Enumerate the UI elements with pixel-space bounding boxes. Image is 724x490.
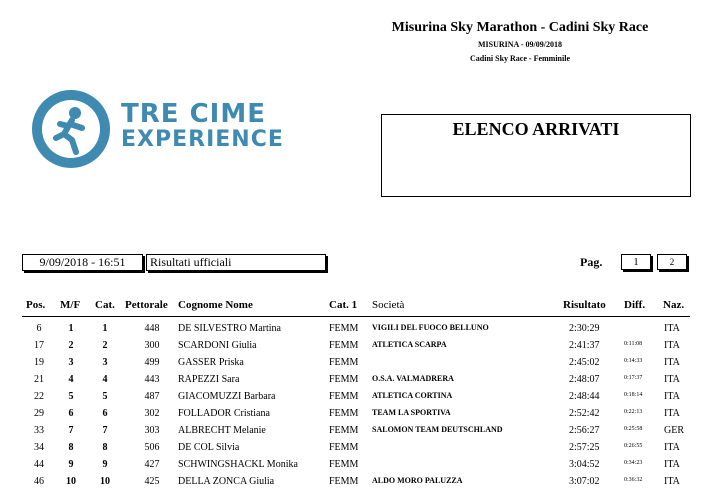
cell-pos: 21 — [34, 374, 44, 385]
cell-result: 3:07:02 — [569, 476, 600, 487]
cell-diff: 0:36:32 — [624, 477, 643, 483]
cell-cat: 5 — [102, 391, 108, 402]
cell-name: SCHWINGSHACKL Monika — [178, 459, 298, 470]
cell-name: FOLLADOR Cristiana — [178, 408, 270, 419]
cell-cat: 10 — [100, 476, 110, 487]
col-header-pos: Pos. — [26, 299, 46, 311]
event-subtitle-race: Cadini Sky Race - Femminile — [470, 54, 570, 63]
col-header-diff: Diff. — [624, 299, 646, 311]
col-header-name: Cognome Nome — [178, 299, 253, 311]
cell-nat: ITA — [664, 391, 680, 402]
cell-cat: 4 — [102, 374, 108, 385]
cell-result: 2:30:29 — [569, 323, 600, 334]
cell-result: 2:48:07 — [569, 374, 600, 385]
cell-pos: 29 — [34, 408, 44, 419]
cell-club: ATLETICA SCARPA — [372, 340, 447, 349]
cell-result: 3:04:52 — [569, 459, 600, 470]
cell-mf: 2 — [68, 340, 74, 351]
cell-cat: 9 — [102, 459, 108, 470]
cell-mf: 10 — [66, 476, 76, 487]
cell-mf: 7 — [68, 425, 74, 436]
cell-cat1: FEMM — [329, 425, 359, 436]
cell-cat: 7 — [102, 425, 108, 436]
cell-cat: 1 — [102, 323, 108, 334]
runner-icon — [42, 100, 100, 158]
cell-nat: ITA — [664, 408, 680, 419]
cell-cat: 8 — [102, 442, 108, 453]
table-row — [0, 388, 724, 405]
cell-nat: ITA — [664, 476, 680, 487]
cell-diff: 0:18:14 — [624, 392, 643, 398]
cell-diff: 0:14:33 — [624, 358, 643, 364]
cell-diff: 0:34:23 — [624, 460, 643, 466]
page-label: Pag. — [580, 255, 603, 269]
col-header-cat: Cat. — [95, 299, 115, 311]
logo-text-experience: EXPERIENCE — [121, 127, 284, 152]
cell-result: 2:56:27 — [569, 425, 600, 436]
cell-mf: 5 — [68, 391, 74, 402]
cell-nat: ITA — [664, 340, 680, 351]
table-row — [0, 405, 724, 422]
cell-cat1: FEMM — [329, 323, 359, 334]
cell-result: 2:48:44 — [569, 391, 600, 402]
table-row — [0, 354, 724, 371]
cell-nat: GER — [664, 425, 684, 436]
cell-cat1: FEMM — [329, 408, 359, 419]
cell-result: 2:52:42 — [569, 408, 600, 419]
col-header-bib: Pettorale — [125, 299, 168, 311]
cell-club: VIGILI DEL FUOCO BELLUNO — [372, 323, 489, 332]
cell-mf: 4 — [68, 374, 74, 385]
results-heading: ELENCO ARRIVATI — [452, 119, 620, 139]
cell-name: SCARDONI Giulia — [178, 340, 257, 351]
logo-text-tre-cime: TRE CIME — [121, 99, 266, 129]
cell-club: ATLETICA CORTINA — [372, 391, 453, 400]
cell-mf: 6 — [68, 408, 74, 419]
cell-pos: 33 — [34, 425, 44, 436]
cell-nat: ITA — [664, 323, 680, 334]
cell-name: GIACOMUZZI Barbara — [178, 391, 276, 402]
cell-cat1: FEMM — [329, 459, 359, 470]
col-header-mf: M/F — [60, 299, 81, 311]
cell-cat: 6 — [102, 408, 108, 419]
table-row — [0, 473, 724, 490]
results-heading-box — [381, 114, 691, 197]
cell-pos: 46 — [34, 476, 44, 487]
cell-name: DE COL Silvia — [178, 442, 240, 453]
cell-name: GASSER Priska — [178, 357, 244, 368]
cell-bib: 300 — [144, 340, 160, 351]
cell-diff: 0:17:37 — [624, 375, 643, 381]
cell-club: SALOMON TEAM DEUTSCHLAND — [372, 425, 503, 434]
print-datetime: 9/09/2018 - 16:51 — [22, 254, 143, 271]
cell-name: RAPEZZI Sara — [178, 374, 240, 385]
cell-bib: 302 — [144, 408, 160, 419]
cell-name: DELLA ZONCA Giulia — [178, 476, 275, 487]
results-status: Risultati ufficiali — [146, 254, 326, 271]
cell-club: O.S.A. VALMADRERA — [372, 374, 454, 383]
cell-pos: 17 — [34, 340, 44, 351]
cell-nat: ITA — [664, 374, 680, 385]
event-title: Misurina Sky Marathon - Cadini Sky Race — [391, 20, 649, 35]
cell-cat: 3 — [102, 357, 108, 368]
cell-mf: 8 — [68, 442, 74, 453]
cell-mf: 3 — [68, 357, 74, 368]
cell-bib: 427 — [144, 459, 160, 470]
cell-diff: 0:22:13 — [624, 409, 643, 415]
cell-club: TEAM LA SPORTIVA — [372, 408, 451, 417]
cell-pos: 22 — [34, 391, 44, 402]
cell-bib: 443 — [144, 374, 160, 385]
col-header-cat1: Cat. 1 — [329, 299, 358, 311]
cell-mf: 1 — [68, 323, 74, 334]
cell-cat1: FEMM — [329, 374, 359, 385]
event-subtitle-location: MISURINA - 09/09/2018 — [477, 40, 562, 49]
cell-name: ALBRECHT Melanie — [178, 425, 266, 436]
cell-name: DE SILVESTRO Martina — [178, 323, 281, 334]
cell-cat1: FEMM — [329, 442, 359, 453]
cell-bib: 425 — [144, 476, 160, 487]
page-current[interactable]: 1 — [621, 254, 651, 270]
col-header-club: Società — [372, 299, 405, 311]
cell-nat: ITA — [664, 442, 680, 453]
cell-mf: 9 — [68, 459, 74, 470]
cell-diff: 0:11:08 — [624, 341, 643, 347]
col-header-nat: Naz. — [663, 299, 685, 311]
cell-pos: 19 — [34, 357, 44, 368]
table-row — [0, 456, 724, 473]
cell-pos: 34 — [34, 442, 44, 453]
cell-diff: 0:25:58 — [624, 426, 643, 432]
page-total[interactable]: 2 — [657, 254, 687, 270]
col-header-result: Risultato — [563, 299, 606, 311]
table-row — [0, 371, 724, 388]
cell-cat1: FEMM — [329, 391, 359, 402]
table-row — [0, 320, 724, 337]
cell-cat1: FEMM — [329, 357, 359, 368]
cell-result: 2:57:25 — [569, 442, 600, 453]
cell-bib: 448 — [144, 323, 160, 334]
cell-pos: 44 — [34, 459, 44, 470]
cell-nat: ITA — [664, 357, 680, 368]
cell-diff: 0:26:55 — [624, 443, 643, 449]
cell-bib: 506 — [144, 442, 160, 453]
cell-result: 2:45:02 — [569, 357, 600, 368]
cell-bib: 303 — [144, 425, 160, 436]
cell-cat: 2 — [102, 340, 108, 351]
cell-pos: 6 — [36, 323, 42, 334]
table-row — [0, 337, 724, 354]
cell-club: ALDO MORO PALUZZA — [372, 476, 463, 485]
cell-bib: 499 — [144, 357, 160, 368]
header-divider — [22, 316, 690, 317]
cell-cat1: FEMM — [329, 476, 359, 487]
cell-cat1: FEMM — [329, 340, 359, 351]
cell-nat: ITA — [664, 459, 680, 470]
table-row — [0, 439, 724, 456]
table-row — [0, 422, 724, 439]
cell-result: 2:41:37 — [569, 340, 600, 351]
cell-bib: 487 — [144, 391, 160, 402]
logo-emblem — [32, 90, 110, 168]
